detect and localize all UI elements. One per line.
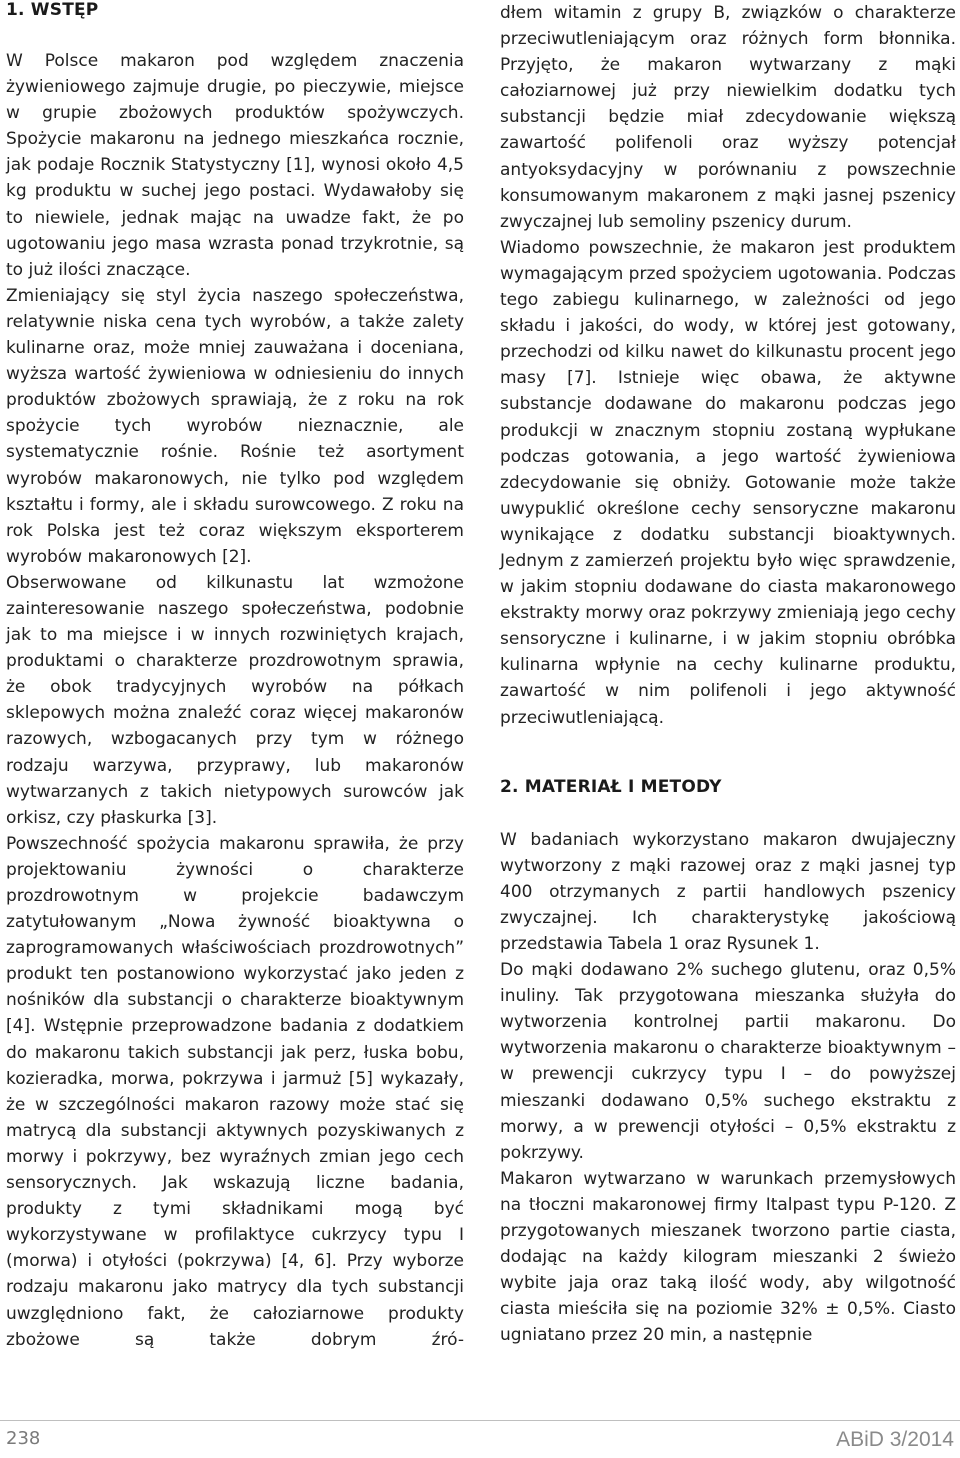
footer-divider: [0, 1420, 960, 1421]
section-1-heading: 1. WSTĘP: [6, 0, 99, 20]
section-2-heading: 2. MATERIAŁ I METODY: [500, 776, 722, 797]
paragraph: Do mąki dodawano 2% suchego glutenu, oraz 0,5% inuliny. Tak przygotowana mieszanka służyła do wytworzenia kontrolnej partii makaronu. Do wytworzenia makaronu o charakterze bioaktywnym – w prewencji cukrzycy typu I – do powyższej mieszanki dodawano 0,5% suchego ekstraktu z morwy, a w prewencji otyłości – 0,5% ekstraktu z pokrzywy.: [500, 960, 956, 1163]
paragraph: W Polsce makaron pod względem znaczenia żywieniowego zajmuje drugie, po pieczywie, miejsce w grupie zbożowych produktów spożywczych. Spożycie makaronu na jednego mieszkańca rocznie, jak podaje Rocznik Statystyczny [1], wynosi około 4,5 kg produktu w suchej jego postaci. Wydawałoby się to niewiele, jednak mając na uwadze fakt, że po ugotowaniu jego masa wzrasta ponad trzykrotnie, są to już ilości znaczące.: [6, 51, 464, 280]
right-column: [500, 0, 956, 1349]
paragraph: Wiadomo powszechnie, że makaron jest produktem wymagającym przed spożyciem ugotowania. Podczas tego zabiegu kulinarnego, w zależności od jego składu i jakości, do wody, w której jest gotowany, przechodzi od kilku nawet do kilkunastu procent jego masy [7]. Istnieje więc obawa, że aktywne substancje dodawane do makaronu podczas jego produkcji w znacznym stopniu zostaną wypłukane podczas gotowania, a jego wartość żywieniowa zdecydowanie się obniży. Gotowanie może także uwypuklić określone cechy sensoryczne makaronu wynikające z dodatku substancji bioaktywnych. Jednym z zamierzeń projektu było więc sprawdzenie, w jakim stopniu dodawane do ciasta makaronowego ekstrakty morwy oraz pokrzywy zmieniają jego cechy sensoryczne i kulinarne, i w jakim stopniu obróbka kulinarna wpłynie na cechy kulinarne produktu, zawartość w nim polifenoli i jego aktywność przeciwutleniającą.: [500, 237, 957, 728]
paragraph: Obserwowane od kilkunastu lat wzmożone zainteresowanie naszego społeczeństwa, podobnie jak to ma miejsce i w innych rozwiniętych krajach, produktami o charakterze prozdrowotnym sprawia, że obok tradycyjnych wyrobów na półkach sklepowych można znaleźć coraz więcej makaronów razowych, wzbogacanych przy tym w różnego rodzaju warzywa, przyprawy, lub makaronów wytwarzanych z takich nietypowych surowców jak orkisz, czy płaskurka [3].: [6, 572, 464, 828]
paragraph: Powszechność spożycia makaronu sprawiła, że przy projektowaniu żywności o charakterze prozdrowotnym w projekcie badawczym zatytułowanym „Nowa żywność bioaktywna o zaprogramowanych właściwościach prozdrowotnych” produkt ten postanowiono wykorzystać jako jeden z nośników dla substancji o charakterze bioaktywnym [4]. Wstępnie przeprowadzone badania z dodatkiem do makaronu takich substancji jak perz, łuska bobu, kozieradka, morwa, pokrzywa i jarmuż [5] wykazały, że w szczególności makaron razowy może stać się matrycą dla substancji aktywnych pozyskiwanych z morwy i pokrzywy, bez wyraźnych zmian jego cech sensorycznych. Jak wskazują liczne badania, produkty z tymi składnikami mogą być wykorzystywane w profilaktyce cukrzycy typu I (morwa) i otyłości (pokrzywa) [4, 6]. Przy wyborze rodzaju makaronu jako matrycy dla tych substancji uwzględniono fakt, że całoziarnowe produkty zbożowe są także dobrym źró-: [6, 833, 464, 1350]
paragraph: W badaniach wykorzystano makaron dwujajeczny wytworzony z mąki razowej oraz z mąki jasnej typ 400 otrzymanych z partii handlowych pszenicy zwyczajnej. Ich charakterystykę jakościową przedstawia Tabela 1 oraz Rysunek 1.: [500, 829, 956, 954]
page-number: 238: [6, 1428, 41, 1449]
paragraph: Zmieniający się styl życia naszego społeczeństwa, relatywnie niska cena tych wyrobów, a także zalety kulinarne oraz, może mniej zauważana i doceniana, wyższa wartość żywieniowa w odniesieniu do innych produktów zbożowych sprawiają, że z roku na rok spożycie tych wyrobów nieznacznie, ale systematycznie rośnie. Rośnie też asortyment wyrobów makaronowych, nie tylko pod względem kształtu i formy, ale i składu surowcowego. Z roku na rok Polska jest też coraz większym eksporterem wyrobów makaronowych [2].: [6, 285, 464, 567]
journal-issue: ABiD 3/2014: [836, 1428, 954, 1451]
paragraph-continued: dłem witamin z grupy B, związków o charakterze przeciwutleniającym oraz różnych form błonnika. Przyjęto, że makaron wytwarzany z mąki całoziarnowej już przy niewielkim dodatku tych substancji będzie miał zdecydowanie większą zawartość polifenoli oraz wyższy potencjał antyoksydacyjny w porównaniu z powszechnie konsumowanym makaronem z mąki jasnej pszenicy zwyczajnej lub semoliny pszenicy durum.: [500, 3, 956, 232]
paragraph: Makaron wytwarzano w warunkach przemysłowych na tłoczni makaronowej firmy Italpast typu P-120. Z przygotowanych mieszanek tworzono partie ciasta, dodając na każdy kilogram mieszanki 2 świeżo wybite jaja oraz taką ilość wody, aby wilgotność ciasta mieściła się na poziomie 32% ± 0,5%. Ciasto ugniatano przez 20 min, a następnie: [500, 1168, 956, 1346]
left-column: [6, 0, 464, 1353]
